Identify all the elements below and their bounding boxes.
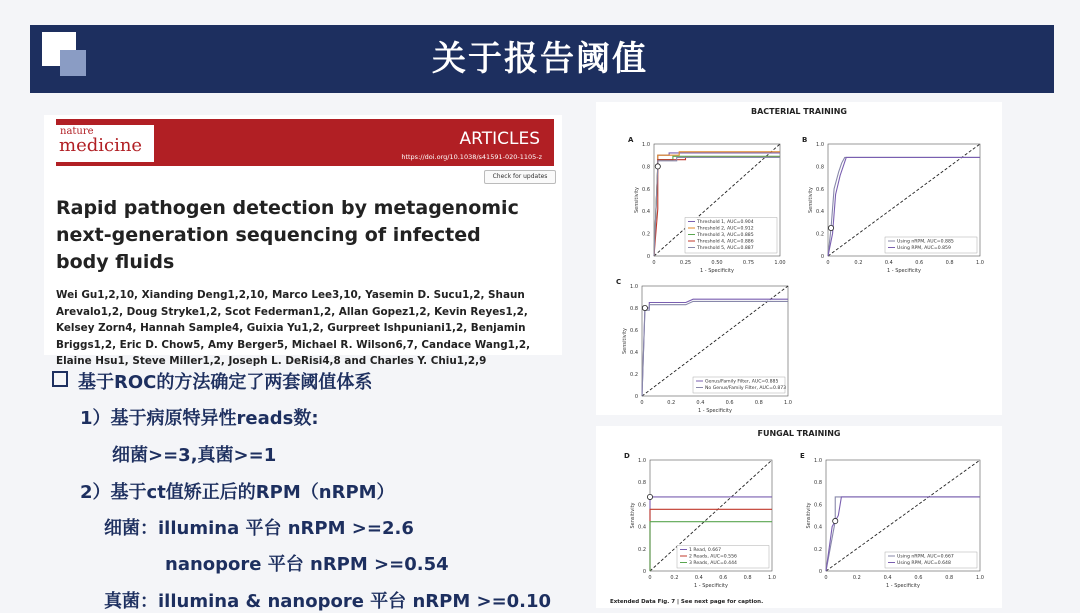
panel-c-xlabel: 1 - Specificity — [698, 408, 732, 414]
panel-a-xtick: 0 — [652, 260, 656, 266]
panel-b-threshold-marker — [828, 225, 833, 230]
paper-authors: Wei Gu1,2,10, Xianding Deng1,2,10, Marco Lee3,10, Yasemin D. Sucu1,2, Shaun Arevalo1,2, Doug Stryke1,2, Scot Federman1,2, Allan Gopez1,2, Kevin Reyes1,2, Kelsey Zorn4, Hannah Sample4, Guixia Yu1,2, Gurpreet Ishpuniani1,2, Benjamin Briggs1,2, Eric D. Chow5, Amy Berger5, Michael R. Wilson6,7, Candace Wang1,2, Elaine Hsu1, Steve Miller1,2, Joseph L. DeRisi4,8 and Charles Y. Chiu1,2,9 — [56, 289, 531, 367]
panel-e-xtick: 0.8 — [945, 575, 954, 581]
point-2: 2）基于ct值矫正后的RPM（nRPM） — [80, 482, 395, 503]
panel-c-ytick: 0.6 — [630, 328, 638, 334]
section-label: ARTICLES — [459, 129, 540, 149]
panel-d-xtick: 1.0 — [768, 575, 776, 581]
point-2-nanopore: nanopore 平台 nRPM >=0.54 — [165, 554, 449, 575]
panel-d-threshold-marker — [647, 494, 652, 499]
panel-c-ylabel: Sensitivity — [622, 327, 628, 355]
panel-d-xlabel: 1 - Specificity — [694, 583, 728, 589]
panel-c-xtick: 0.6 — [725, 400, 734, 406]
point-1: 1）基于病原特异性reads数: — [80, 408, 319, 429]
panel-b-ytick: 0 — [820, 254, 824, 260]
panel-a-legend-entry: Threshold 4, AUC=0.886 — [697, 239, 754, 245]
bacterial-roc-svg — [596, 102, 1002, 415]
panel-b-ytick: 0.6 — [816, 186, 824, 193]
panel-a-ytick: 0.4 — [642, 209, 650, 216]
panel-a-xtick: 1.00 — [774, 260, 786, 266]
figure-caption: Extended Data Fig. 7 | See next page for caption. — [610, 599, 764, 605]
panel-a-legend-entry: Threshold 5, AUC=0.887 — [697, 246, 754, 251]
panel-b-xlabel: 1 - Specificity — [887, 268, 921, 274]
panel-b-xtick: 0.6 — [915, 260, 924, 266]
fungal-figure — [596, 426, 1002, 608]
panel-e-xtick: 1.0 — [976, 575, 984, 581]
panel-e-xtick: 0.4 — [883, 575, 892, 581]
point-2-bacteria: 细菌：illumina 平台 nRPM >=2.6 — [104, 518, 414, 539]
panel-c-ytick: 0.4 — [630, 350, 638, 356]
panel-a-ytick: 0.8 — [642, 164, 650, 171]
panel-a-ytick: 0.2 — [642, 231, 650, 238]
bullet-heading — [52, 368, 372, 394]
panel-a-xtick: 0.25 — [679, 260, 692, 266]
panel-c-xtick: 0 — [640, 400, 644, 406]
panel-a-xlabel: 1 - Specificity — [700, 268, 734, 274]
panel-a-ylabel: Sensitivity — [634, 186, 640, 214]
panel-c-ytick: 0.8 — [630, 306, 638, 312]
panel-b-ylabel: Sensitivity — [808, 186, 814, 214]
panel-d-xtick: 0.8 — [743, 575, 752, 581]
panel-e-xtick: 0 — [824, 575, 828, 581]
panel-c-ytick: 0 — [634, 394, 638, 400]
panel-c-xtick: 0.8 — [754, 400, 763, 406]
panel-b-xtick: 0.4 — [884, 260, 893, 266]
panel-a-xtick: 0.50 — [711, 260, 723, 266]
bacterial-title: BACTERIAL TRAINING — [750, 107, 848, 116]
panel-c-ytick: 1.0 — [630, 284, 638, 290]
panel-d-ytick: 0.8 — [638, 480, 646, 487]
panel-b-xtick: 0.8 — [945, 260, 954, 266]
panel-d-label: D — [624, 452, 630, 460]
panel-c-label: C — [616, 278, 622, 286]
panel-d-ytick: 0.6 — [638, 502, 646, 509]
panel-e-threshold-marker — [833, 518, 838, 523]
logo-nature-text: nature — [60, 126, 94, 137]
panel-a-ytick: 1.0 — [642, 142, 650, 148]
panel-d-xtick: 0 — [648, 575, 652, 581]
doi-text: https://doi.org/10.1038/s41591-020-1105-z — [401, 153, 542, 161]
panel-b-xtick: 1.0 — [976, 260, 984, 266]
bullet-text: 基于ROC的方法确定了两套阈值体系 — [78, 372, 373, 393]
logo-medicine-text: medicine — [59, 135, 143, 156]
panel-b-ytick: 0.8 — [816, 164, 824, 171]
check-updates-button[interactable]: Check for updates — [484, 170, 556, 184]
panel-e-xtick: 0.2 — [852, 575, 861, 581]
panel-b-ytick: 1.0 — [816, 142, 824, 148]
panel-d-ytick: 0 — [642, 569, 646, 575]
panel-b-xtick: 0.2 — [854, 260, 863, 266]
panel-c-threshold-marker — [642, 305, 647, 310]
panel-e-ytick: 0 — [818, 569, 822, 575]
panel-a-threshold-marker — [655, 164, 660, 169]
panel-e-legend-entry: Using RPM, AUC=0.648 — [897, 561, 951, 566]
panel-a-legend-entry: Threshold 3, AUC=0.885 — [697, 233, 754, 238]
paper-title: Rapid pathogen detection by metagenomic next-generation sequencing of infected body fluids — [56, 197, 519, 273]
panel-e-ytick: 0.4 — [814, 524, 822, 531]
paper-snapshot — [44, 115, 562, 367]
bacterial-figure — [596, 102, 1002, 415]
panel-b-ytick: 0.2 — [816, 231, 824, 238]
panel-d-ytick: 1.0 — [638, 458, 646, 464]
slide-title: 关于报告阈值 — [432, 39, 648, 79]
panel-e-ytick: 0.8 — [814, 480, 822, 487]
panel-c-xtick: 0.4 — [696, 400, 705, 406]
panel-d-legend-entry: 1 Read, 0.667 — [689, 548, 721, 553]
panel-d-legend-entry: 3 Reads, AUC=0.444 — [689, 561, 737, 566]
checkbox-icon — [52, 371, 68, 387]
panel-a-ytick: 0.6 — [642, 186, 650, 193]
point-2-fungi: 真菌：illumina & nanopore 平台 nRPM >=0.10 — [104, 591, 552, 612]
panel-c-xtick: 1.0 — [784, 400, 792, 406]
panel-a-ytick: 0 — [646, 254, 650, 260]
panel-c-legend-entry: Genus/Family Filter, AUC=0.885 — [705, 379, 779, 385]
panel-d-ylabel: Sensitivity — [630, 502, 636, 529]
panel-e-xtick: 0.6 — [914, 575, 923, 581]
fungal-title: FUNGAL TRAINING — [757, 429, 841, 438]
point-1-detail: 细菌>=3,真菌>=1 — [112, 445, 277, 466]
panel-a-xtick: 0.75 — [742, 260, 755, 266]
panel-a-legend-entry: Threshold 1, AUC=0.904 — [697, 220, 754, 225]
panel-e-ytick: 1.0 — [814, 458, 822, 464]
fungal-roc-svg — [596, 426, 1002, 608]
panel-d-ytick: 0.2 — [638, 546, 646, 553]
panel-e-legend-entry: Using nRPM, AUC=0.667 — [897, 554, 954, 560]
panel-c-ytick: 0.2 — [630, 372, 638, 378]
panel-b-ytick: 0.4 — [816, 209, 824, 216]
panel-e-label: E — [800, 452, 805, 460]
panel-e-ytick: 0.6 — [814, 502, 822, 509]
panel-b-label: B — [802, 136, 808, 144]
panel-d-legend-entry: 2 Reads, AUC=0.556 — [689, 554, 737, 560]
panel-d-ytick: 0.4 — [638, 524, 646, 531]
panel-d-xtick: 0.2 — [670, 575, 679, 581]
panel-c-legend-entry: No Genus/Family Filter, AUC=0.873 — [705, 386, 787, 391]
panel-d-xtick: 0.6 — [719, 575, 728, 581]
panel-e-ylabel: Sensitivity — [806, 502, 812, 529]
panel-a-legend-entry: Threshold 2, AUC=0.912 — [697, 226, 754, 232]
panel-a-label: A — [628, 136, 634, 144]
panel-b-legend-entry: Using nRPM, AUC=0.885 — [897, 239, 954, 245]
panel-b-legend-entry: Using RPM, AUC=0.859 — [897, 246, 951, 251]
panel-e-ytick: 0.2 — [814, 546, 822, 553]
panel-b-xtick: 0 — [826, 260, 830, 266]
panel-e-xlabel: 1 - Specificity — [886, 583, 920, 589]
panel-c-xtick: 0.2 — [667, 400, 676, 406]
panel-d-xtick: 0.4 — [694, 575, 703, 581]
